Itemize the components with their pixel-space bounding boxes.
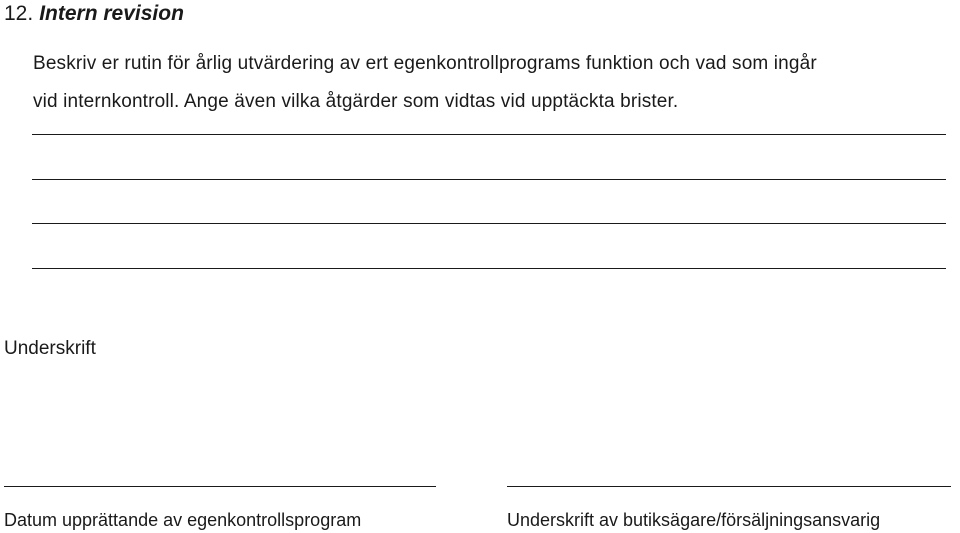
owner-signature-line[interactable]: [507, 486, 951, 487]
instruction-line-2: vid internkontroll. Ange även vilka åtgärder som vidtas vid upptäckta brister.: [33, 91, 679, 112]
answer-line-4[interactable]: [32, 268, 946, 269]
date-caption: Datum upprättande av egenkontrollsprogram: [4, 510, 362, 530]
answer-line-3[interactable]: [32, 223, 946, 224]
date-signature-line[interactable]: [4, 486, 436, 487]
instruction-text: [33, 45, 958, 121]
section-title: Intern revision: [39, 2, 184, 25]
instruction-line-1: Beskriv er rutin för årlig utvärdering av ert egenkontrollprograms funktion och vad som ingår: [33, 53, 817, 74]
answer-line-1[interactable]: [32, 134, 946, 135]
owner-signature-caption: Underskrift av butiksägare/försäljningsansvarig: [507, 510, 881, 530]
signature-heading: Underskrift: [4, 338, 96, 359]
section-heading: [4, 2, 184, 26]
section-number: 12.: [4, 2, 34, 25]
answer-line-2[interactable]: [32, 179, 946, 180]
